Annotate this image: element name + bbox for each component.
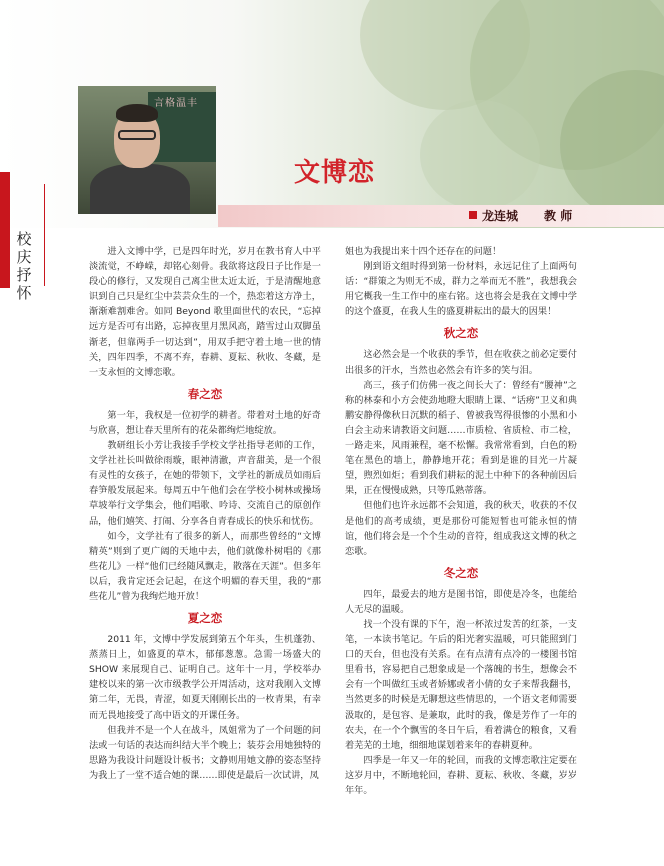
spring-paragraph: 第一年，我权是一位初学的耕者。带着对土地的好奇与欣喜，想让春天里所有的花朵都绚烂地绽放。: [89, 409, 321, 436]
side-char: 怀: [16, 284, 32, 302]
autumn-paragraph: 高三，孩子们仿佛一夜之间长大了：曾经有“腰神”之称的林泰和小方会使劲地瞪大眼睛上课、“话痨”卫义和典鹏安静得像秋日沉默的稻子、曾被我骂得很惨的小黑和小白会主动来请教语文问题……市质检、省质检、市二检，一路走来，风雨兼程，毫不松懈。我常常看到，白色的粉笔在黑色的墙上，静静地开花；看到是谁的目光一片凝望，煦烈如炬；看到我们耕耘的泥土中种下的各种前因后果，正在慢慢成熟，只等瓜熟蒂落。: [345, 379, 577, 497]
summer-heading: 夏之恋: [187, 611, 223, 626]
side-char: 校: [16, 230, 32, 248]
photo-body: [90, 164, 190, 214]
summer-paragraph: 2011 年，文博中学发展到第五个年头，生机蓬勃、蒸蒸日上，如盛夏的草木，郁郁葱葱。急需一场盛大的 SHOW 来展现自己、证明自己。这年十一月，学校举办建校以来的第一次市级教学公开周活动，这对我刚入文博第二年，无畏，青涩，如夏天刚刚长出的一枚青果，有幸而无畏地接受了高中语文的开课任务。: [89, 634, 321, 721]
author-role: 教 师: [544, 209, 573, 223]
spring-paragraph: 如今，文学社有了很多的新人，而那些曾经的“文博精英”则到了更广阔的天地中去，他们就像朴树唱的《那些花儿》一样“他们已经随风飘走，散落在天涯”。但多年以后，我肯定还会记起，在这个明媚的春天里，我的“那些花儿”曾为我绚烂地开放！: [89, 530, 321, 602]
winter-paragraph: 四年，最爱去的地方是图书馆，即使是冷冬，也能给人无尽的温暖。: [345, 588, 577, 615]
article-title: [294, 152, 375, 189]
summer-continued: 姐也为我提出来十四个还存在的问题！: [345, 246, 502, 257]
author-line: [482, 207, 572, 224]
side-section-label: [14, 230, 34, 302]
intro-paragraph: 进入文博中学，已是四年时光，岁月在教书育人中平淡流觉，不峥嵘，却铭心刻骨。我欲将这段日子比作是一段心的修行，又发现自己离尘世太近太近，于是清醒地意识到自己只是红尘中芸芸众生的一个，热恋着这方净土，渐渐难割难舍。如同 Beyond 歌里面世代的农民，“忘掉远方是否可有出路，忘掉夜里月黑风高，踏雪过山双脚虽渐老，但靠两手一切达到”，用双手把守着土地一世的情关，四年四季，不离不弃，春耕、夏耘、秋收、冬藏，是一支永恒的文博恋歌。: [89, 246, 321, 378]
photo-board-text: 言格温丰: [154, 98, 198, 109]
winter-heading: 冬之恋: [443, 565, 479, 580]
autumn-heading: 秋之恋: [443, 326, 479, 341]
spring-heading: 春之恋: [187, 386, 223, 401]
author-marker-icon: [469, 211, 477, 219]
author-bar: [218, 205, 664, 227]
text-column-right: [345, 244, 577, 798]
side-divider: [44, 184, 45, 286]
winter-paragraph: 四季是一年又一年的轮回，而我的文博恋歌注定要在这岁月中，不断地轮回，春耕、夏耘、秋收、冬藏，岁岁年年。: [345, 754, 577, 796]
spring-paragraph: 教研组长小芳让我接手学校文学社指导老师的工作，文学社社长叫做徐雨璇，眼神清澈，声音甜美，是一个很有灵性的女孩子，在她的带领下，文学社的新成员如雨后春笋般发展起来。每周五中午他们会在学校小树林或操场草坡举行文学集会，他们唱歌、吟诗、交流自己的原创作品，他们嬉笑、打闹、分享各自青春成长的快乐和忧伤。: [89, 440, 321, 527]
side-char: 抒: [16, 266, 32, 284]
summer-paragraph: 但我并不是一个人在战斗，凤姐常为了一个问题的问法或一句话的表达而纠结大半个晚上；装芬会用她独特的思路为我设计问题设计板书；文静则用她文静的姿态坚持为我上了一堂不适合她的课……即使是最后一次试讲，凤: [89, 724, 321, 781]
author-name: 龙连城: [482, 209, 519, 223]
autumn-paragraph: 这必然会是一个收获的季节，但在收获之前必定要付出很多的汗水，当然也必然会有许多的笑与泪。: [345, 349, 577, 376]
title-suffix: 恋: [348, 158, 376, 188]
photo-glasses: [118, 130, 156, 140]
text-column-left: [89, 244, 321, 783]
photo-hair: [116, 104, 158, 122]
side-red-bar: [0, 172, 10, 288]
side-char: 庆: [16, 248, 32, 266]
summer-paragraph: 刚到语文组时得到第一份材料，永远记住了上面两句话：“群策之为则无不成，群力之举而无不胜”，我想我会用它概我一生工作中的座右铭。这也将会是我在文博中学的这个盛夏，在我人生的盛夏耕耘出的最大的因果！: [345, 261, 577, 318]
tree-decoration: [420, 100, 540, 210]
winter-paragraph: 找一个没有课的下午，泡一杯浓过发苦的红茶，一支笔，一本读书笔记。午后的阳光奢实温暖，可只能照到门口的天台，但也没有关系。在有点清有点冷的一楼图书馆里看书，容易把自己想象成是一个落魄的书生，想像会不会有一个叫做红玉或者娇娜或者小倩的女子来帮我翻书，当然更多的时候是无聊想这些情思的，一个语文老师需要汲取的，是包容、是兼取，此时的我，像是芳作了一年的农夫，在一个个飘雪的冬日午后，看着满仓的粮食，又看着芜芜的土地，细细地谋划着来年的春耕夏种。: [345, 618, 577, 751]
author-photo: [78, 86, 216, 214]
title-prefix: 文博: [294, 158, 349, 188]
autumn-paragraph: 但他们也许永远都不会知道，我的秋天，收获的不仅是他们的高考成绩，更是那份可能短暂也可能永恒的情谊，他们将会是一个个生动的音符，组成我这文博的秋之恋歌。: [345, 500, 577, 557]
